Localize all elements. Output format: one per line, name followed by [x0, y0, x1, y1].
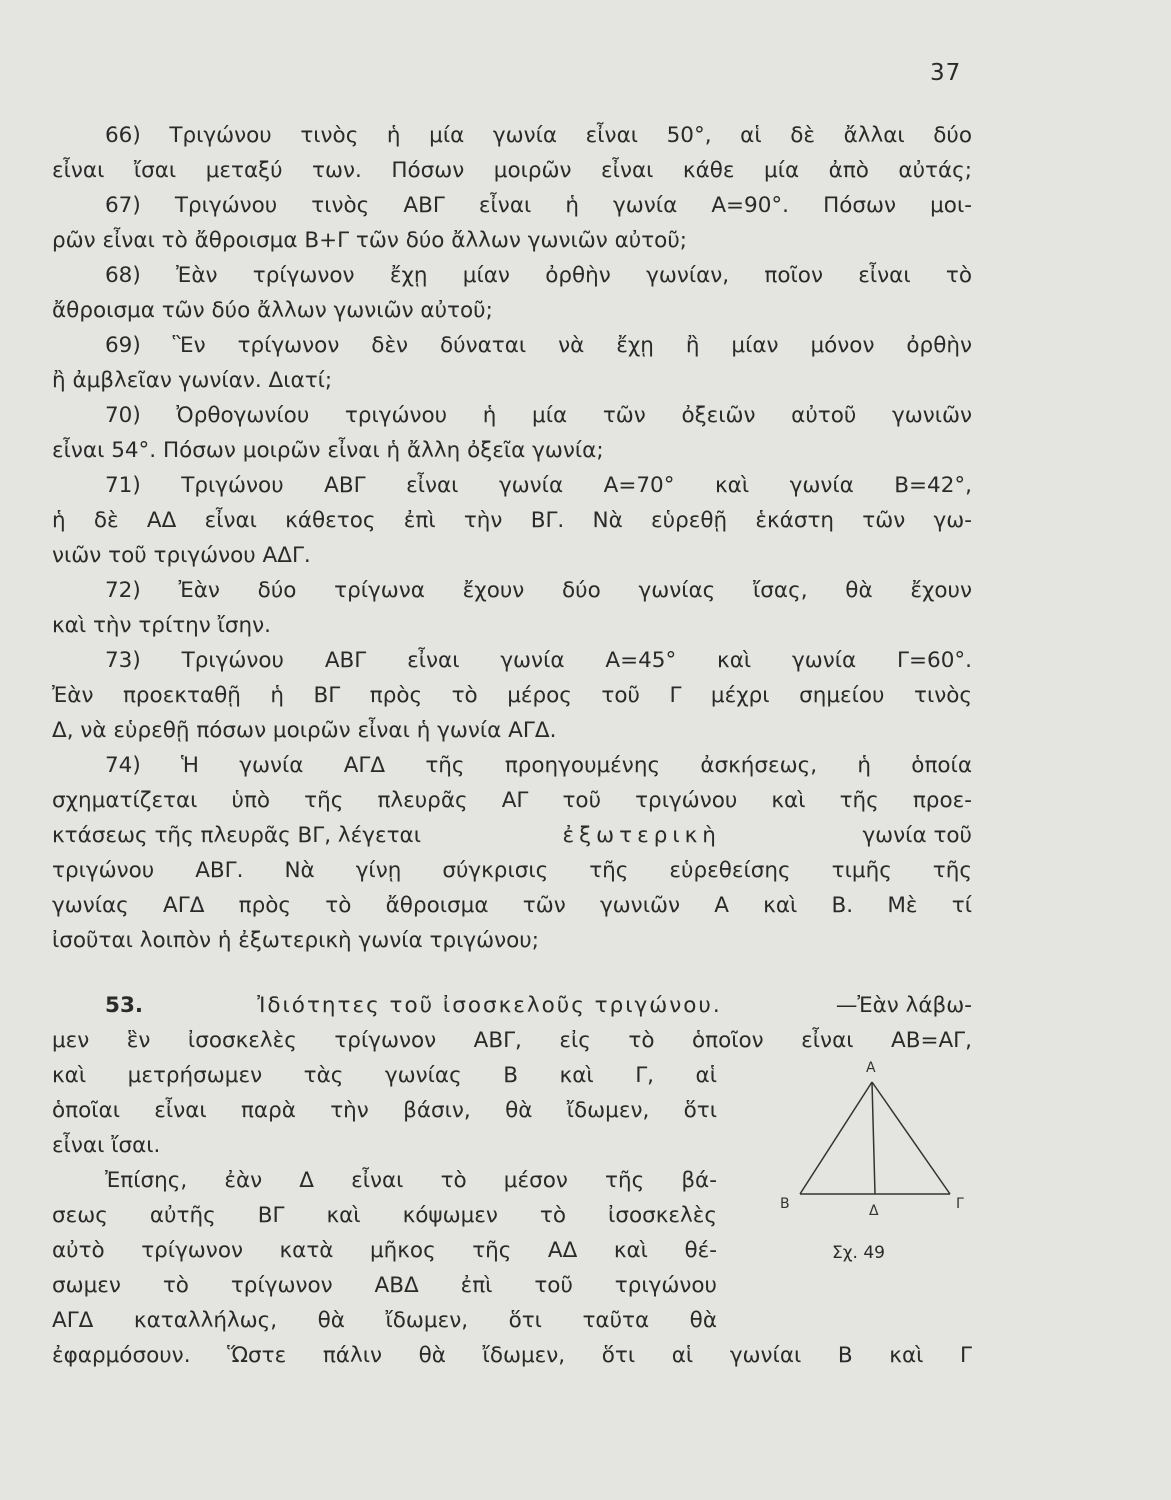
exercise-74-line-4: τριγώνου ΑΒΓ. Νὰ γίνῃ σύγκρισις τῆς εὑρεθείσης τιμῆς τῆς — [52, 858, 972, 883]
exercise-66-line-2: εἶναι ἴσαι μεταξύ των. Πόσων μοιρῶν εἶναι κάθε μία ἀπὸ αὐτάς; — [52, 158, 972, 183]
vertex-label-g: Γ — [956, 1196, 964, 1212]
exercise-74-line-5: γωνίας ΑΓΔ πρὸς τὸ ἄθροισμα τῶν γωνιῶν Α καὶ Β. Μὲ τί — [52, 893, 972, 918]
section-line-3: καὶ μετρήσωμεν τὰς γωνίας Β καὶ Γ, αἱ — [52, 1063, 717, 1088]
isosceles-triangle-diagram — [780, 1070, 980, 1220]
midpoint-label-d: Δ — [869, 1203, 879, 1219]
exercise-69-line-2: ἢ ἀμβλεῖαν γωνίαν. Διατί; — [52, 368, 333, 393]
exercise-72-line-1: 72) Ἐὰν δύο τρίγωνα ἔχουν δύο γωνίας ἴσας, θὰ ἔχουν — [105, 578, 972, 603]
section-line-4: ὁποῖαι εἶναι παρὰ τὴν βάσιν, θὰ ἴδωμεν, ὅτι — [52, 1098, 717, 1123]
figure-caption: Σχ. 49 — [832, 1243, 886, 1263]
exercise-71-line-3: νιῶν τοῦ τριγώνου ΑΔΓ. — [52, 543, 311, 568]
section-line-2: μεν ἓν ἰσοσκελὲς τρίγωνον ΑΒΓ, εἰς τὸ ὁποῖον εἶναι ΑΒ=ΑΓ, — [52, 1028, 972, 1053]
exercise-67-line-2: ρῶν εἶναι τὸ ἄθροισμα Β+Γ τῶν δύο ἄλλων γωνιῶν αὐτοῦ; — [52, 228, 688, 253]
exercise-74-line-1: 74) Ἡ γωνία ΑΓΔ τῆς προηγουμένης ἀσκήσεως, ἡ ὁποία — [105, 753, 972, 778]
section-intro: —Ἐὰν λάβω- — [835, 993, 972, 1018]
exercise-66-line-1: 66) Τριγώνου τινὸς ἡ μία γωνία εἶναι 50°, αἱ δὲ ἄλλαι δύο — [105, 123, 972, 148]
side-ag — [872, 1082, 950, 1194]
section-line-5: εἶναι ἴσαι. — [52, 1133, 161, 1158]
exercise-74-line-3-c: γωνία τοῦ — [862, 823, 972, 848]
exercise-71-line-1: 71) Τριγώνου ΑΒΓ εἶναι γωνία Α=70° καὶ γωνία Β=42°, — [105, 473, 972, 498]
exercise-74-line-3 — [52, 822, 972, 850]
vertex-label-a: Α — [866, 1060, 876, 1076]
section-line-6: Ἐπίσης, ἐὰν Δ εἶναι τὸ μέσον τῆς βά- — [105, 1168, 717, 1193]
exercise-68-line-1: 68) Ἐὰν τρίγωνον ἔχῃ μίαν ὀρθὴν γωνίαν, ποῖον εἶναι τὸ — [105, 263, 972, 288]
exercise-72-line-2: καὶ τὴν τρίτην ἴσην. — [52, 613, 272, 638]
exercise-71-line-2: ἡ δὲ ΑΔ εἶναι κάθετος ἐπὶ τὴν ΒΓ. Νὰ εὑρεθῇ ἑκάστη τῶν γω- — [52, 508, 972, 533]
section-line-8: αὐτὸ τρίγωνον κατὰ μῆκος τῆς ΑΔ καὶ θέ- — [52, 1238, 717, 1263]
exercise-74-emphasis: ἐξωτερικὴ — [562, 823, 721, 848]
section-heading — [105, 992, 972, 1020]
exercise-74-line-3-a: κτάσεως τῆς πλευρᾶς ΒΓ, λέγεται — [52, 823, 421, 848]
exercise-70-line-1: 70) Ὀρθογωνίου τριγώνου ἡ μία τῶν ὀξειῶν αὐτοῦ γωνιῶν — [105, 403, 972, 428]
section-number: 53. — [105, 993, 144, 1018]
exercise-70-line-2: εἶναι 54°. Πόσων μοιρῶν εἶναι ἡ ἄλλη ὀξεῖα γωνία; — [52, 438, 604, 463]
section-line-7: σεως αὐτῆς ΒΓ καὶ κόψωμεν τὸ ἰσοσκελὲς — [52, 1203, 717, 1228]
page-number: 37 — [930, 60, 962, 86]
section-line-9: σωμεν τὸ τρίγωνον ΑΒΔ ἐπὶ τοῦ τριγώνου — [52, 1273, 717, 1298]
exercise-73-line-2: Ἐὰν προεκταθῇ ἡ ΒΓ πρὸς τὸ μέρος τοῦ Γ μέχρι σημείου τινὸς — [52, 683, 972, 708]
exercise-73-line-1: 73) Τριγώνου ΑΒΓ εἶναι γωνία Α=45° καὶ γωνία Γ=60°. — [105, 648, 972, 673]
exercise-74-line-2: σχηματίζεται ὑπὸ τῆς πλευρᾶς ΑΓ τοῦ τριγώνου καὶ τῆς προε- — [52, 788, 972, 813]
exercise-67-line-1: 67) Τριγώνου τινὸς ΑΒΓ εἶναι ἡ γωνία Α=90°. Πόσων μοι- — [105, 193, 972, 218]
vertex-label-b: Β — [780, 1196, 790, 1212]
section-title: Ἰδιότητες τοῦ ἰσοσκελοῦς τριγώνου. — [257, 993, 722, 1018]
exercise-74-line-6: ἰσοῦται λοιπὸν ἡ ἐξωτερικὴ γωνία τριγώνου; — [52, 928, 539, 953]
exercise-73-line-3: Δ, νὰ εὑρεθῇ πόσων μοιρῶν εἶναι ἡ γωνία ΑΓΔ. — [52, 718, 557, 743]
side-ab — [800, 1082, 872, 1194]
exercise-69-line-1: 69) Ἓν τρίγωνον δὲν δύναται νὰ ἔχῃ ἢ μίαν μόνον ὀρθὴν — [105, 333, 972, 358]
section-line-11: ἐφαρμόσουν. Ὥστε πάλιν θὰ ἴδωμεν, ὅτι αἱ γωνίαι Β καὶ Γ — [52, 1343, 972, 1368]
section-line-10: ΑΓΔ καταλλήλως, θὰ ἴδωμεν, ὅτι ταῦτα θὰ — [52, 1308, 717, 1333]
exercise-68-line-2: ἄθροισμα τῶν δύο ἄλλων γωνιῶν αὐτοῦ; — [52, 298, 493, 323]
median-ad — [872, 1082, 875, 1194]
